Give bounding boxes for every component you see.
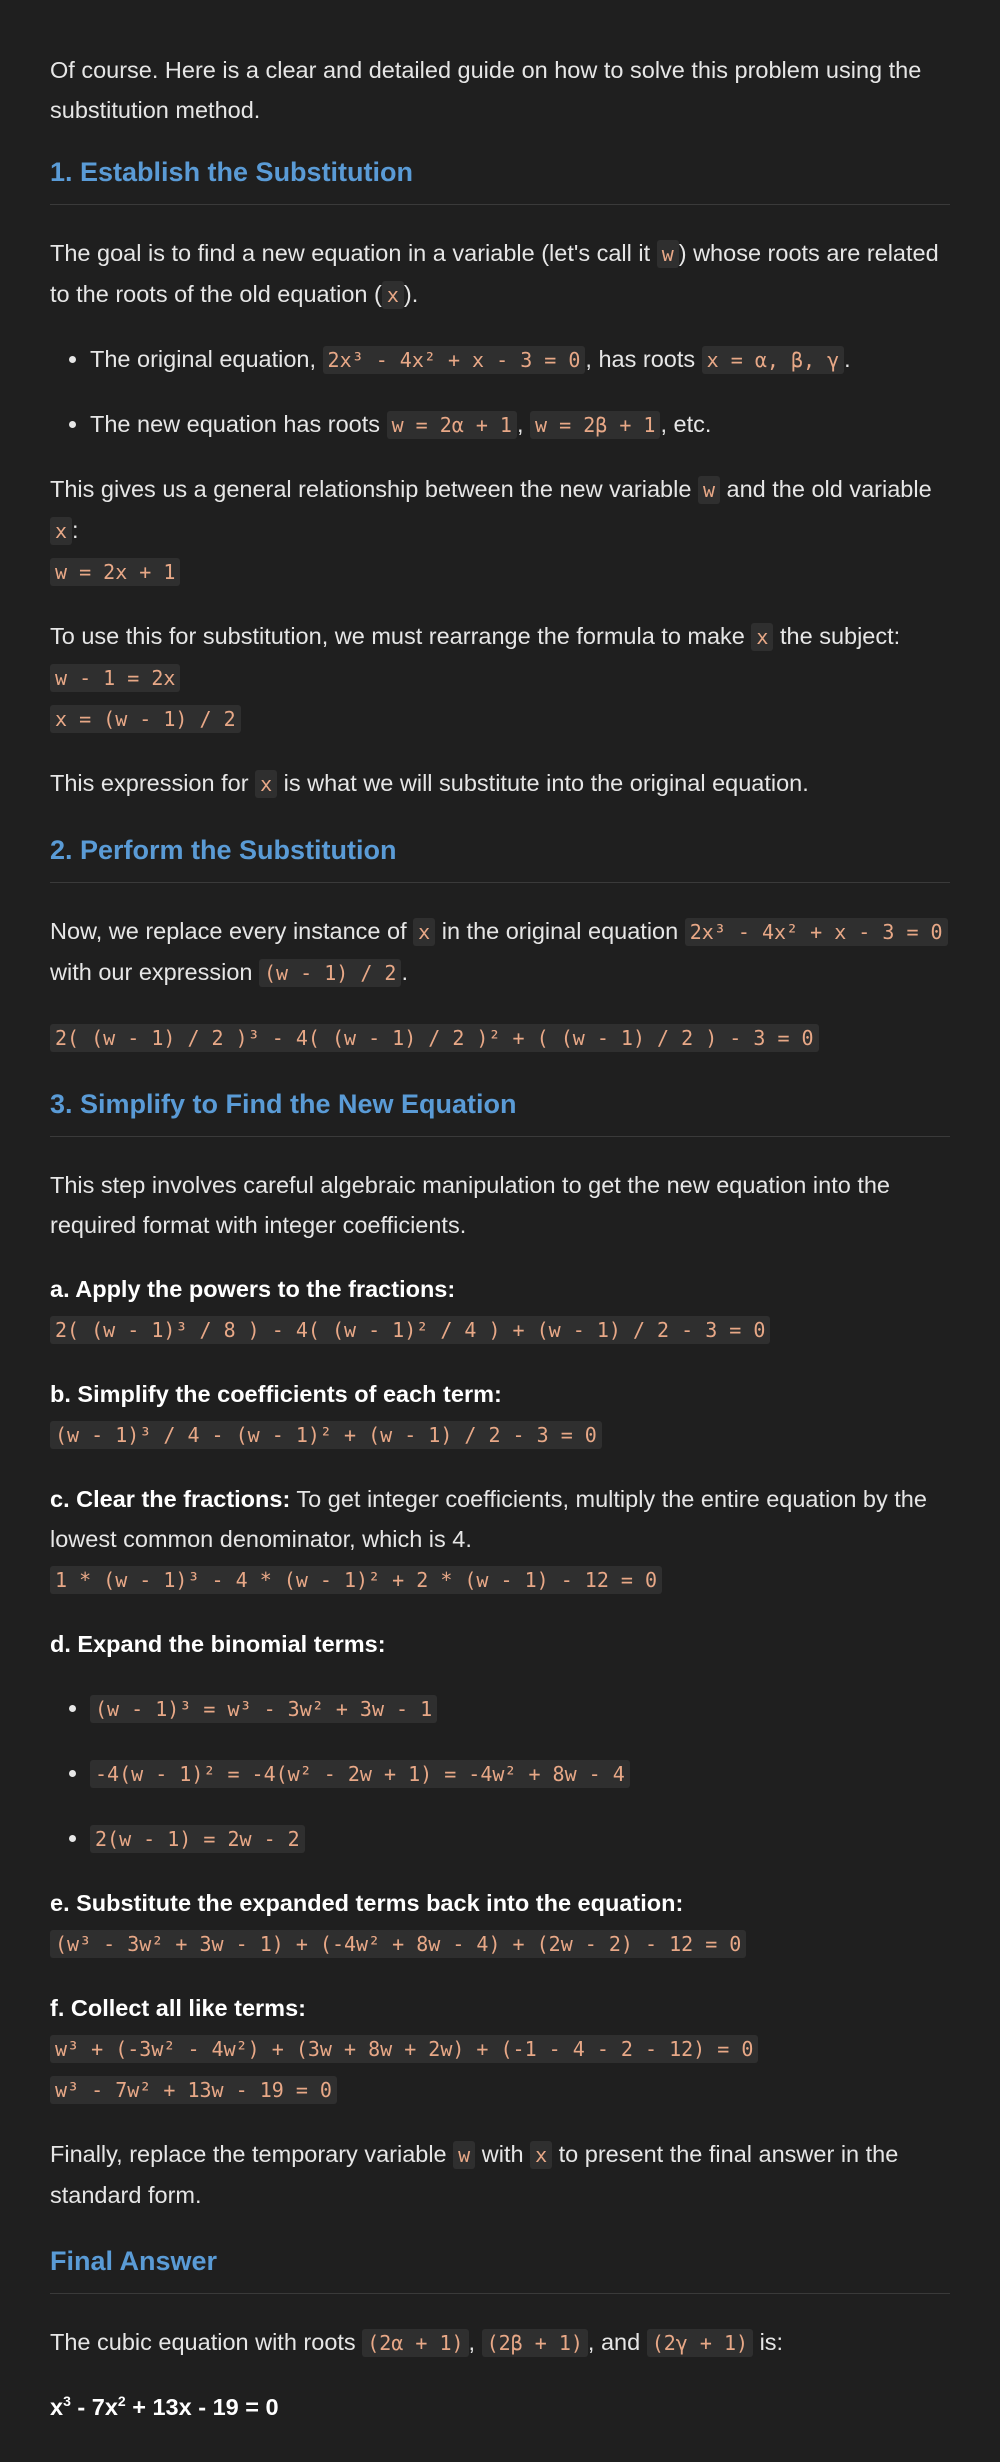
inline-code: 2x³ - 4x² + x - 3 = 0 xyxy=(685,918,948,946)
equation-code: 2(w - 1) = 2w - 2 xyxy=(90,1825,305,1853)
inline-code: (w - 1) / 2 xyxy=(259,959,401,987)
list-item: • The new equation has roots w = 2α + 1 , w = 2β + 1 , etc. xyxy=(90,404,950,445)
step-c: c. Clear the fractions: To get integer coefficients, multiply the entire equation by the lowest common denominator, which is 4. 1 * (w - 1)³ - 4 * (w - 1)² + 2 * (w - 1) - 12 = 0 xyxy=(50,1486,927,1592)
inline-code: x xyxy=(751,623,773,651)
equation-code: (w - 1)³ = w³ - 3w² + 3w - 1 xyxy=(90,1695,437,1723)
inline-code: x xyxy=(382,281,404,309)
inline-code: w xyxy=(657,240,679,268)
step-c-label: c. Clear the fractions: xyxy=(50,1486,291,1512)
s1-bullet-list xyxy=(50,339,950,445)
step-d-label: d. Expand the binomial terms: xyxy=(50,1631,386,1657)
s2-paragraph-1: Now, we replace every instance of x in the original equation 2x³ - 4x² + x - 3 = 0 with our expression (w - 1) / 2 . xyxy=(50,911,950,993)
step-b xyxy=(50,1374,950,1455)
step-f xyxy=(50,1988,950,2110)
step-f-label: f. Collect all like terms: xyxy=(50,1995,306,2021)
list-item xyxy=(90,1818,950,1859)
equation-code: (w³ - 3w² + 3w - 1) + (-4w² + 8w - 4) + (2w - 2) - 12 = 0 xyxy=(50,1930,746,1958)
step-b-label: b. Simplify the coefficients of each term: xyxy=(50,1381,502,1407)
equation-code: w - 1 = 2x xyxy=(50,664,180,692)
s1-paragraph-2: This gives us a general relationship between the new variable w and the old variable x : w = 2x + 1 xyxy=(50,476,932,584)
inline-code: (2α + 1) xyxy=(362,2329,468,2357)
equation-code: w³ + (-3w² - 4w²) + (3w + 8w + 2w) + (-1 - 4 - 2 - 12) = 0 xyxy=(50,2035,758,2063)
equation-code: (w - 1)³ / 4 - (w - 1)² + (w - 1) / 2 - 3 = 0 xyxy=(50,1421,602,1449)
inline-code: x xyxy=(413,918,435,946)
s3-paragraph-1: This step involves careful algebraic manipulation to get the new equation into the required format with integer coefficients. xyxy=(50,1172,890,1238)
s1-paragraph-4: This expression for x is what we will substitute into the original equation. xyxy=(50,770,809,796)
equation-code: w³ - 7w² + 13w - 19 = 0 xyxy=(50,2076,337,2104)
step-d xyxy=(50,1624,950,1664)
equation-code: 1 * (w - 1)³ - 4 * (w - 1)² + 2 * (w - 1) - 12 = 0 xyxy=(50,1566,662,1594)
equation-code: x = (w - 1) / 2 xyxy=(50,705,241,733)
list-item xyxy=(90,1688,950,1729)
final-paragraph: The cubic equation with roots (2α + 1) , (2β + 1) , and (2γ + 1) is: xyxy=(50,2329,784,2355)
list-item xyxy=(90,1753,950,1794)
inline-code: x = α, β, γ xyxy=(702,346,844,374)
inline-code: 2x³ - 4x² + x - 3 = 0 xyxy=(323,346,586,374)
section-1-heading: 1. Establish the Substitution xyxy=(50,154,950,205)
inline-code: w = 2α + 1 xyxy=(387,411,517,439)
inline-code: x xyxy=(255,770,277,798)
step-a xyxy=(50,1269,950,1350)
s3-final-paragraph: Finally, replace the temporary variable w with x to present the final answer in the standard form. xyxy=(50,2141,899,2208)
s2-equation xyxy=(50,1017,950,1058)
final-equation: $x^3 - 7x^2 + 13x - 19 = 0$ xyxy=(50,2393,279,2420)
equation-code: w = 2x + 1 xyxy=(50,558,180,586)
inline-code: (2β + 1) xyxy=(482,2329,588,2357)
step-d-list xyxy=(50,1688,950,1859)
intro-paragraph: Of course. Here is a clear and detailed guide on how to solve this problem using the substitution method. xyxy=(50,57,922,123)
final-answer-heading: Final Answer xyxy=(50,2243,950,2294)
section-2-heading: 2. Perform the Substitution xyxy=(50,832,950,883)
inline-code: (2γ + 1) xyxy=(647,2329,753,2357)
section-3-heading: 3. Simplify to Find the New Equation xyxy=(50,1086,950,1137)
step-e-label: e. Substitute the expanded terms back into the equation: xyxy=(50,1890,684,1916)
inline-code: w xyxy=(698,476,720,504)
inline-code: w = 2β + 1 xyxy=(530,411,660,439)
s1-paragraph-1: The goal is to find a new equation in a variable (let's call it w ) whose roots are related to the roots of the old equation ( x ). xyxy=(50,240,939,307)
inline-code: w xyxy=(453,2141,475,2169)
equation-code: -4(w - 1)² = -4(w² - 2w + 1) = -4w² + 8w - 4 xyxy=(90,1760,630,1788)
list-item: • The original equation, 2x³ - 4x² + x - 3 = 0 , has roots x = α, β, γ . xyxy=(90,339,950,380)
inline-code: x xyxy=(50,517,72,545)
step-a-label: a. Apply the powers to the fractions: xyxy=(50,1276,456,1302)
equation-code: 2( (w - 1)³ / 8 ) - 4( (w - 1)² / 4 ) + (w - 1) / 2 - 3 = 0 xyxy=(50,1316,770,1344)
s1-paragraph-3: To use this for substitution, we must rearrange the formula to make x the subject: w - 1 = 2x x = (w - 1) / 2 xyxy=(50,623,901,731)
inline-code: x xyxy=(530,2141,552,2169)
equation-code: 2( (w - 1) / 2 )³ - 4( (w - 1) / 2 )² + ( (w - 1) / 2 ) - 3 = 0 xyxy=(50,1024,819,1052)
step-e xyxy=(50,1883,950,1964)
